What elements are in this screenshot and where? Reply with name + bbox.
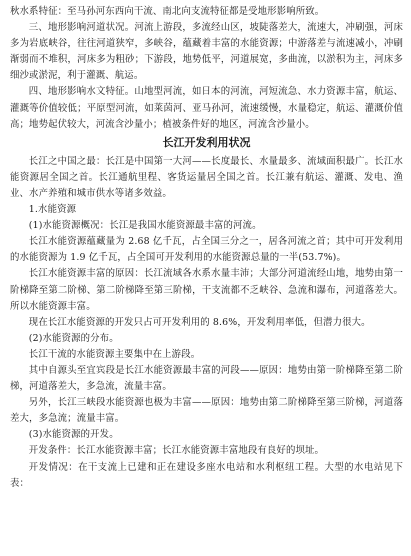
reasons-paragraph: 长江水能资源丰富的原因：长江流域各水系水量丰沛；大部分河道流经山地，地势由第一阶梯降至第二阶梯、第二阶梯降至第三阶梯，干支流都不乏峡谷、急流和瀑布，河道落差大。所以水能资源丰富。 <box>10 268 403 312</box>
utilization-paragraph: 现在长江水能资源的开发只占可开发利用的 8.6%，开发利用率低，但潜力很大。 <box>28 316 371 328</box>
distribution-paragraph: 长江干流的水能资源主要集中在上游段。 <box>28 348 201 360</box>
subheading-development: (3)水能资源的开发。 <box>28 429 119 441</box>
source-yibin-paragraph: 其中自源头至宜宾段是长江水能资源最丰富的河段——原因：地势由第一阶梯降至第二阶梯，河道落差大，多急流，流量丰富。 <box>10 364 403 393</box>
development-status-paragraph: 开发情况：在干支流上已建和正在建设多座水电站和水利枢纽工程。大型的水电站见下表： <box>10 461 403 489</box>
subheading-hydropower: 1.水能资源 <box>28 204 77 216</box>
intro-paragraph-fragment: 秋水系特征：至马孙河东西向干流、南北向支流特征都是受地形影响所致。 <box>10 6 325 17</box>
yangtze-overview-paragraph: 长江之中国之最：长江是中国第一大河——长度最长、水量最多、流域面积最广。长江水能资源居全国之首。长江通航里程、客货运量居全国之首。长江兼有航运、灌溉、发电、渔业、水产养殖和城市供水等诸多效益。 <box>10 155 403 199</box>
three-gorges-paragraph: 另外，长江三峡段水能资源也极为丰富——原因：地势由第二阶梯降至第三阶梯，河道落差大，多急流；流量丰富。 <box>10 397 403 425</box>
subheading-overview: (1)水能资源概况：长江是我国水能资源最丰富的河流。 <box>28 220 262 232</box>
conditions-paragraph: 开发条件：长江水能资源丰富；长江水能资源丰富地段有良好的坝址。 <box>28 445 325 457</box>
reserves-paragraph: 长江水能资源蕴藏量为 2.68 亿千瓦，占全国三分之一，居各河流之首；其中可开发利用的水能资源为 1.9 亿千瓦，占全国可开发利用的水能资源总量的一半(53.7%)。 <box>10 236 403 264</box>
section-title: 长江开发利用状况 <box>162 135 251 149</box>
subheading-distribution: (2)水能资源的分布。 <box>28 332 119 344</box>
terrain-hydrology-paragraph: 四、地形影响水文特征。山地型河流，如日本的河流，河短流急、水力资源丰富，航运、灌溉等价值较低；平原型河流，如莱茵河、亚马孙河，流速缓慢，水量稳定，航运、灌溉价值高；地势起伏较大，河流含沙量小；植被条件好的地区，河流含沙量小。 <box>10 86 403 130</box>
terrain-channel-paragraph: 三、地形影响河道状况。河流上游段，多流经山区，坡陡落差大，流速大，冲刷强，河床多为岩底峡谷，往往河道狭窄，多峡谷，蕴藏着丰富的水能资源；中游落差与流速减小，冲刷渐弱而不堆积，河床多为粗砂；下游段，地势低平，河道展宽，多曲流，以淤积为主，河床多细沙或淤泥，利于灌溉、航运。 <box>10 22 403 82</box>
